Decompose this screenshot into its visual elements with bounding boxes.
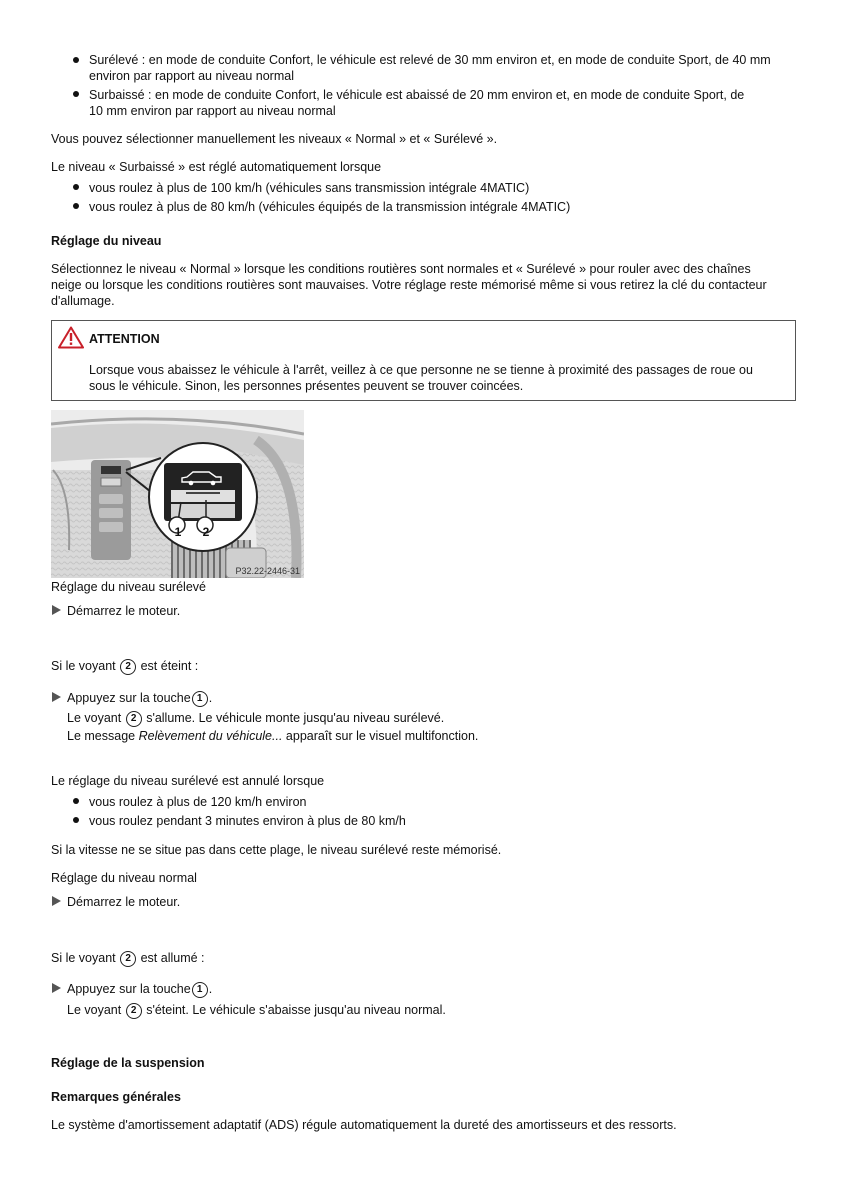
attention-box bbox=[51, 320, 796, 401]
step-arrow-icon bbox=[52, 605, 61, 615]
warning-triangle-icon bbox=[58, 326, 84, 349]
step-demarrez-moteur: Démarrez le moteur. bbox=[67, 604, 181, 618]
paragraph-auto: Le niveau « Surbaissé » est réglé automatiquement lorsque bbox=[51, 160, 382, 174]
figure-callout-1: 1 bbox=[174, 525, 182, 539]
step-press-suffix: . bbox=[208, 691, 213, 705]
result-message-prefix: Le message bbox=[67, 729, 136, 743]
result-prefix: Le voyant bbox=[67, 711, 122, 725]
step-demarrez-moteur-2: Démarrez le moteur. bbox=[67, 895, 181, 909]
paragraph-speed: Si la vitesse ne se situe pas dans cette plage, le niveau surélevé reste mémorisé. bbox=[51, 843, 502, 857]
paragraph-select: Vous pouvez sélectionner manuellement les niveaux « Normal » et « Surélevé ». bbox=[51, 132, 498, 146]
result-suffix: s'allume. Le véhicule monte jusqu'au niveau surélevé. bbox=[146, 711, 445, 725]
circled-2-icon: 2 bbox=[126, 1003, 142, 1019]
step-arrow-icon bbox=[52, 896, 61, 906]
list-item-surelevé-line1: Surélevé : en mode de conduite Confort, le véhicule est relevé de 30 mm environ et, en mode de conduite Sport, de 40 mm bbox=[89, 53, 771, 67]
heading-remarques-generales: Remarques générales bbox=[51, 1090, 181, 1104]
circled-1-icon: 1 bbox=[192, 982, 208, 998]
step-appuyez-touche bbox=[67, 690, 212, 707]
circled-2-icon: 2 bbox=[120, 659, 136, 675]
result-suffix: s'éteint. Le véhicule s'abaisse jusqu'au niveau normal. bbox=[146, 1003, 446, 1017]
condition-voyant-eteint bbox=[51, 658, 198, 675]
attention-text-line1: Lorsque vous abaissez le véhicule à l'arrêt, veillez à ce que personne ne se tienne à proximité des passages de roue ou bbox=[89, 363, 753, 377]
list-item-surelevé-line2: environ par rapport au niveau normal bbox=[89, 69, 294, 83]
result-voyant-allume bbox=[67, 710, 444, 727]
step-arrow-icon bbox=[52, 692, 61, 702]
dashboard-illustration bbox=[51, 410, 304, 578]
step-press-prefix: Appuyez sur la touche bbox=[67, 691, 191, 705]
attention-title: ATTENTION bbox=[89, 332, 160, 346]
condition-suffix: est allumé : bbox=[140, 951, 205, 965]
attention-text-line2: sous le véhicule. Sinon, les personnes présentes peuvent se trouver coincées. bbox=[89, 379, 524, 393]
result-message-italic: Relèvement du véhicule... bbox=[138, 729, 283, 743]
result-prefix: Le voyant bbox=[67, 1003, 122, 1017]
heading-niveau-normal: Réglage du niveau normal bbox=[51, 871, 197, 885]
circled-2-icon: 2 bbox=[126, 711, 142, 727]
condition-voyant-allume bbox=[51, 950, 205, 967]
bullet-dot-icon bbox=[73, 184, 79, 190]
bullet-dot-icon bbox=[73, 91, 79, 97]
step-press-prefix: Appuyez sur la touche bbox=[67, 982, 191, 996]
step-arrow-icon bbox=[52, 983, 61, 993]
result-message bbox=[67, 728, 478, 744]
list-item-auto-2: vous roulez à plus de 80 km/h (véhicules équipés de la transmission intégrale 4MATIC) bbox=[89, 200, 571, 214]
heading-niveau-sureleve: Réglage du niveau surélevé bbox=[51, 580, 206, 594]
result-message-suffix: apparaît sur le visuel multifonction. bbox=[285, 729, 479, 743]
figure-callout-2: 2 bbox=[202, 525, 210, 539]
list-item-cancel-2: vous roulez pendant 3 minutes environ à plus de 80 km/h bbox=[89, 814, 406, 828]
figure-code: P32.22-2446-31 bbox=[235, 566, 300, 576]
circled-1-icon: 1 bbox=[192, 691, 208, 707]
paragraph-cancel-intro: Le réglage du niveau surélevé est annulé lorsque bbox=[51, 774, 325, 788]
paragraph-ads: Le système d'amortissement adaptatif (ADS) régule automatiquement la dureté des amortisseurs et des ressorts. bbox=[51, 1118, 677, 1132]
dashboard-figure bbox=[51, 410, 304, 578]
condition-prefix: Si le voyant bbox=[51, 951, 116, 965]
list-item-cancel-1: vous roulez à plus de 120 km/h environ bbox=[89, 795, 307, 809]
list-item-auto-1: vous roulez à plus de 100 km/h (véhicules sans transmission intégrale 4MATIC) bbox=[89, 181, 530, 195]
heading-reglage-niveau: Réglage du niveau bbox=[51, 234, 162, 248]
step-appuyez-touche-2 bbox=[67, 981, 212, 998]
bullet-dot-icon bbox=[73, 817, 79, 823]
paragraph-level-line1: Sélectionnez le niveau « Normal » lorsque les conditions routières sont normales et « Surélevé » pour rouler avec des chaînes bbox=[51, 262, 751, 276]
condition-suffix: est éteint : bbox=[140, 659, 199, 673]
condition-prefix: Si le voyant bbox=[51, 659, 116, 673]
bullet-dot-icon bbox=[73, 798, 79, 804]
bullet-dot-icon bbox=[73, 203, 79, 209]
paragraph-level-line3: d'allumage. bbox=[51, 294, 115, 308]
heading-reglage-suspension: Réglage de la suspension bbox=[51, 1056, 205, 1070]
list-item-surbaisse-line2: 10 mm environ par rapport au niveau normal bbox=[89, 104, 336, 118]
step-press-suffix: . bbox=[208, 982, 213, 996]
list-item-surbaisse-line1: Surbaissé : en mode de conduite Confort, le véhicule est abaissé de 20 mm environ et, en mode de conduite Sport, de bbox=[89, 88, 745, 102]
bullet-dot-icon bbox=[73, 57, 79, 63]
paragraph-level-line2: neige ou lorsque les conditions routières sont mauvaises. Votre réglage reste mémorisé même si vous retirez la clé du contacteur bbox=[51, 278, 767, 292]
circled-2-icon: 2 bbox=[120, 951, 136, 967]
result-voyant-eteint bbox=[67, 1002, 446, 1019]
